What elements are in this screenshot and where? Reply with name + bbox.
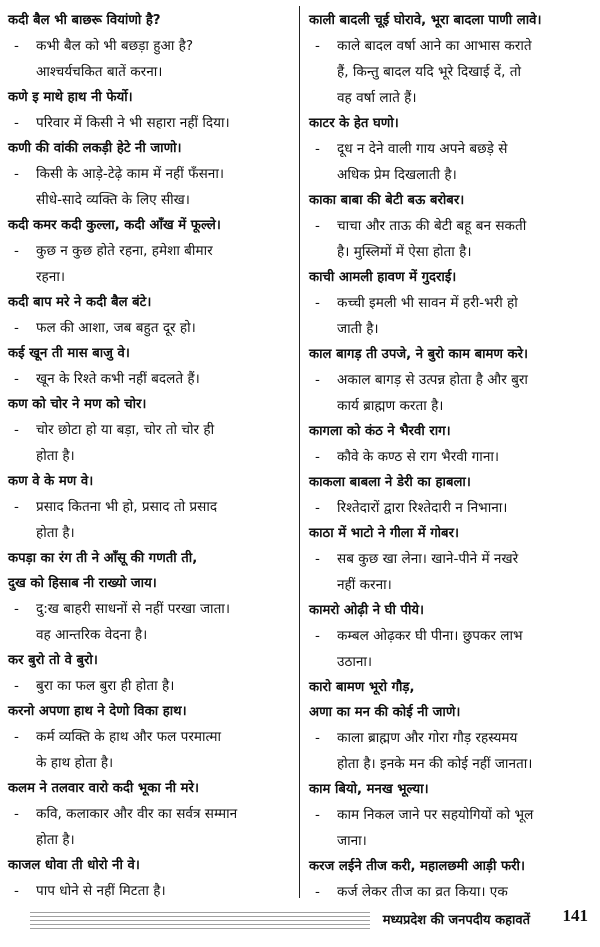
proverb-meaning-line <box>309 393 595 419</box>
proverb-meaning-line <box>8 366 294 392</box>
proverb-meaning-line <box>8 238 294 264</box>
meaning-text: कर्म व्यक्ति के हाथ और फल परमात्मा <box>36 729 222 745</box>
proverb-headword: कण को चोर ने मण को चोर। <box>8 397 147 412</box>
dash-marker: - <box>315 141 320 157</box>
meaning-text: चाचा और ताऊ की बेटी बहू बन सकती <box>337 218 527 234</box>
proverb-headword: काली बादली चूई घोरावे, भूरा बादला पाणी लावे। <box>309 13 542 28</box>
proverb-meaning-line <box>8 673 294 699</box>
column-divider <box>299 6 300 898</box>
proverb-meaning-line <box>309 162 595 188</box>
meaning-text: के हाथ होता है। <box>36 755 114 771</box>
meaning-text: कवि, कलाकार और वीर का सर्वत्र सम्मान <box>36 806 238 822</box>
proverb-headword: काका बाबा की बेटी बऊ बरोबर। <box>309 193 465 208</box>
proverb-meaning-line <box>309 546 595 572</box>
proverb-meaning-line <box>8 417 294 443</box>
meaning-text: खून के रिश्ते कभी नहीं बदलते हैं। <box>36 371 200 387</box>
proverb-meaning-line <box>309 623 595 649</box>
proverb-headword: कई खून ती मास बाजु वे। <box>8 346 130 361</box>
dash-marker: - <box>14 166 19 182</box>
proverb-meaning-line <box>309 136 595 162</box>
meaning-text: कार्य ब्राह्मण करता है। <box>337 398 444 414</box>
proverb-headword: कलम ने तलवार वारो कदी भूका नी मरे। <box>8 781 199 796</box>
meaning-text: बुरा का फल बुरा ही होता है। <box>36 678 175 694</box>
proverb-headword: कारो बामण भूरो गौड़, <box>309 680 415 695</box>
proverb-entry <box>8 85 294 136</box>
proverb-entry <box>8 213 294 290</box>
meaning-text: होता है। इनके मन की कोई नहीं जानता। <box>337 756 533 772</box>
dash-marker: - <box>315 372 320 388</box>
proverb-meaning-line <box>309 444 595 470</box>
proverb-headword: कागला को कंठ ने भैरवी राग। <box>309 424 451 439</box>
dash-marker: - <box>14 422 19 438</box>
proverb-meaning-line <box>8 443 294 469</box>
proverb-entry <box>8 136 294 213</box>
meaning-text: वह वर्षा लाते हैं। <box>337 90 417 106</box>
meaning-text: पाप धोने से नहीं मिटता है। <box>36 883 166 899</box>
meaning-text: काला ब्राह्मण और गोरा गौड़ रहस्यमय <box>337 730 518 746</box>
proverb-entry <box>309 111 595 188</box>
proverb-meaning-line <box>8 161 294 187</box>
proverb-entry <box>309 470 595 521</box>
proverb-entry <box>309 419 595 470</box>
meaning-text: होता है। <box>36 832 75 848</box>
dash-marker: - <box>14 729 19 745</box>
meaning-text: रहना। <box>36 269 65 285</box>
meaning-text: प्रसाद कितना भी हो, प्रसाद तो प्रसाद <box>36 499 218 515</box>
page-footer <box>0 900 600 947</box>
dash-marker: - <box>315 295 320 311</box>
dash-marker: - <box>14 499 19 515</box>
dash-marker: - <box>14 806 19 822</box>
meaning-text: वह आन्तरिक वेदना है। <box>36 627 148 643</box>
proverb-meaning-line <box>8 750 294 776</box>
proverb-headword: काजल धोवा ती धोरो नी वे। <box>8 858 140 873</box>
meaning-text: कच्ची इमली भी सावन में हरी-भरी हो <box>337 295 518 311</box>
proverb-headword: कामरो ओढ़ी ने घी पीये। <box>309 603 425 618</box>
meaning-text: होता है। <box>36 525 75 541</box>
meaning-text: काम निकल जाने पर सहयोगियों को भूल <box>337 807 534 823</box>
meaning-text: आश्चर्यचकित बातें करना। <box>36 64 163 80</box>
proverb-meaning-line <box>8 33 294 59</box>
proverb-entry <box>8 776 294 853</box>
dash-marker: - <box>315 884 320 900</box>
proverb-meaning-line <box>8 494 294 520</box>
proverb-meaning-line <box>309 725 595 751</box>
meaning-text: उठाना। <box>337 654 373 670</box>
proverb-meaning-line <box>8 622 294 648</box>
proverb-meaning-line <box>309 33 595 59</box>
dash-marker: - <box>315 449 320 465</box>
meaning-text: जाना। <box>337 833 367 849</box>
proverb-headword: कण वे के मण वे। <box>8 474 94 489</box>
page-number: 141 <box>562 906 588 925</box>
meaning-text: परिवार में किसी ने भी सहारा नहीं दिया। <box>36 115 230 131</box>
proverb-meaning-line <box>8 315 294 341</box>
proverb-entry <box>309 777 595 854</box>
proverb-meaning-line <box>8 596 294 622</box>
proverb-headword: कणी की वांकी लकड़ी हेटे नी जाणो। <box>8 141 182 156</box>
footer-ornament-lines <box>30 912 370 932</box>
meaning-text: अधिक प्रेम दिखलाती है। <box>337 167 457 183</box>
proverb-meaning-line <box>309 828 595 854</box>
proverb-headword: करनो अपणा हाथ ने देणो विका हाथ। <box>8 704 187 719</box>
meaning-text: अकाल बागड़ से उत्पन्न होता है और बुरा <box>337 372 528 388</box>
proverb-meaning-line <box>8 827 294 853</box>
proverb-meaning-line <box>8 187 294 213</box>
dash-marker: - <box>315 628 320 644</box>
proverb-meaning-line <box>309 213 595 239</box>
dash-marker: - <box>14 678 19 694</box>
meaning-text: होता है। <box>36 448 75 464</box>
proverb-meaning-line <box>8 724 294 750</box>
meaning-text: हैं, किन्तु बादल यदि भूरे दिखाई दें, तो <box>337 64 522 80</box>
proverb-meaning-line <box>309 239 595 265</box>
proverb-entry <box>8 648 294 699</box>
dash-marker: - <box>14 883 19 899</box>
proverb-entry <box>309 521 595 598</box>
proverb-headword: कणे इ माथे हाथ नी फेर्यो। <box>8 90 133 105</box>
proverb-headword: काकला बाबला ने डेरी का हाबला। <box>309 475 471 490</box>
proverb-entry <box>309 8 595 111</box>
proverb-meaning-line <box>309 316 595 342</box>
left-column <box>8 8 294 904</box>
meaning-text: कर्ज लेकर तीज का व्रत किया। एक <box>337 884 508 900</box>
meaning-text: सब कुछ खा लेना। खाने-पीने में नखरे <box>337 551 519 567</box>
proverb-meaning-line <box>309 649 595 675</box>
footer-book-title: मध्यप्रदेश की जनपदीय कहावतें <box>382 913 530 928</box>
right-column <box>309 8 595 905</box>
proverb-meaning-line <box>309 572 595 598</box>
proverb-meaning-line <box>8 264 294 290</box>
meaning-text: है। मुस्लिमों में ऐसा होता है। <box>337 244 472 260</box>
meaning-text: चोर छोटा हो या बड़ा, चोर तो चोर ही <box>36 422 215 438</box>
proverb-meaning-line <box>309 367 595 393</box>
proverb-meaning-line <box>309 59 595 85</box>
proverb-meaning-line <box>309 290 595 316</box>
proverb-headword: काठा में भाटो ने गीला में गोबर। <box>309 526 459 541</box>
dash-marker: - <box>14 320 19 336</box>
proverb-headword: काटर के हेत घणो। <box>309 116 399 131</box>
proverb-entry <box>309 675 595 777</box>
proverb-entry <box>309 188 595 265</box>
proverb-entry <box>8 699 294 776</box>
dash-marker: - <box>315 38 320 54</box>
meaning-text: कम्बल ओढ़कर घी पीना। छुपकर लाभ <box>337 628 523 644</box>
proverb-headword: कदी कमर कदी कुल्ला, कदी आँख में फूल्ले। <box>8 218 221 233</box>
meaning-text: फल की आशा, जब बहुत दूर हो। <box>36 320 196 336</box>
proverb-headword: दुख को हिसाब नी राख्यो जाय। <box>8 576 157 591</box>
dash-marker: - <box>315 730 320 746</box>
proverb-entry <box>8 8 294 85</box>
dash-marker: - <box>315 218 320 234</box>
meaning-text: जाती है। <box>337 321 379 337</box>
meaning-text: सीधे-सादे व्यक्ति के लिए सीख। <box>36 192 190 208</box>
meaning-text: कौवे के कण्ठ से राग भैरवी गाना। <box>337 449 500 465</box>
meaning-text: दूध न देने वाली गाय अपने बछड़े से <box>337 141 508 157</box>
dash-marker: - <box>14 243 19 259</box>
proverb-entry <box>8 290 294 341</box>
proverb-headword: काम बियो, मनख भूल्या। <box>309 782 429 797</box>
proverb-headword: काल बागड़ ती उपजे, ने बुरो काम बामण करे। <box>309 347 529 362</box>
meaning-text: काले बादल वर्षा आने का आभास कराते <box>337 38 532 54</box>
proverb-entry <box>8 853 294 904</box>
dash-marker: - <box>14 38 19 54</box>
proverb-headword: कर बुरो तो वे बुरो। <box>8 653 98 668</box>
proverb-entry <box>309 854 595 905</box>
proverb-entry <box>8 392 294 469</box>
proverb-meaning-line <box>309 802 595 828</box>
proverb-headword: काची आमली हावण में गुदराई। <box>309 270 457 285</box>
proverb-meaning-line <box>309 495 595 521</box>
dash-marker: - <box>14 115 19 131</box>
proverb-entry <box>309 265 595 342</box>
proverb-entry <box>8 546 294 648</box>
proverb-headword: करज लईने तीज करी, महालछमी आड़ी फरी। <box>309 859 525 874</box>
meaning-text: दु:ख बाहरी साधनों से नहीं परखा जाता। <box>36 601 230 617</box>
meaning-text: कुछ न कुछ होते रहना, हमेशा बीमार <box>36 243 213 259</box>
meaning-text: नहीं करना। <box>337 577 392 593</box>
meaning-text: रिश्तेदारों द्वारा रिश्तेदारी न निभाना। <box>337 500 508 516</box>
proverb-meaning-line <box>8 520 294 546</box>
proverb-headword: कदी बैल भी बाछरू वियांणो है? <box>8 13 161 28</box>
meaning-text: कभी बैल को भी बछड़ा हुआ है? <box>36 38 194 54</box>
proverb-meaning-line <box>8 110 294 136</box>
dash-marker: - <box>14 601 19 617</box>
proverb-entry <box>8 341 294 392</box>
proverb-entry <box>8 469 294 546</box>
meaning-text: किसी के आड़े-टेढ़े काम में नहीं फँसना। <box>36 166 225 182</box>
dash-marker: - <box>315 807 320 823</box>
proverb-meaning-line <box>8 801 294 827</box>
proverb-entry <box>309 598 595 675</box>
proverb-meaning-line <box>8 59 294 85</box>
dash-marker: - <box>14 371 19 387</box>
proverb-meaning-line <box>309 751 595 777</box>
dash-marker: - <box>315 551 320 567</box>
proverb-headword: अणा का मन की कोई नी जाणे। <box>309 705 461 720</box>
proverb-headword: कदी बाप मरे ने कदी बैल बंटे। <box>8 295 152 310</box>
proverb-entry <box>309 342 595 419</box>
proverb-meaning-line <box>309 85 595 111</box>
proverb-headword: कपड़ा का रंग ती ने आँसू की गणती ती, <box>8 551 198 566</box>
dash-marker: - <box>315 500 320 516</box>
